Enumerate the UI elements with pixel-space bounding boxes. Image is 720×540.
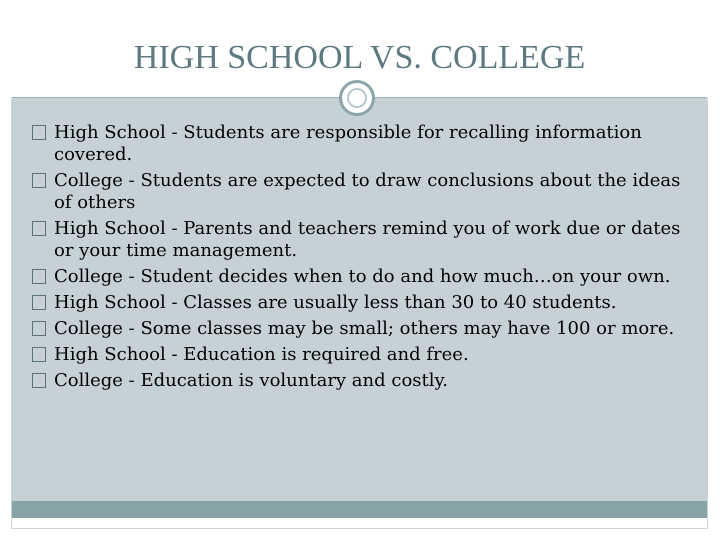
bullet-text: College - Students are expected to draw conclusions about the ideas of others — [54, 170, 681, 213]
bullet-item — [32, 266, 692, 288]
bullet-item — [32, 318, 692, 340]
hollow-square-icon — [32, 125, 46, 140]
bullet-item — [32, 218, 692, 262]
bullet-text: High School - Classes are usually less than 30 to 40 students. — [54, 292, 617, 313]
slide-title: HIGH SCHOOL VS. COLLEGE — [133, 39, 586, 76]
bullet-item — [32, 170, 692, 214]
bullet-list — [32, 122, 692, 396]
bullet-text: High School - Education is required and free. — [54, 344, 469, 365]
bullet-item — [32, 122, 692, 166]
circle-ornament-icon — [339, 80, 375, 116]
bullet-text: College - Some classes may be small; others may have 100 or more. — [54, 318, 675, 339]
bullet-item — [32, 292, 692, 314]
bullet-text: College - Student decides when to do and how much…on your own. — [54, 266, 671, 287]
bullet-item — [32, 344, 692, 366]
footer-bar — [12, 501, 707, 518]
hollow-square-icon — [32, 173, 46, 188]
bullet-text: High School - Students are responsible for recalling information covered. — [54, 122, 642, 165]
hollow-square-icon — [32, 321, 46, 336]
hollow-square-icon — [32, 295, 46, 310]
hollow-square-icon — [32, 221, 46, 236]
hollow-square-icon — [32, 347, 46, 362]
hollow-square-icon — [32, 269, 46, 284]
bullet-text: College - Education is voluntary and costly. — [54, 370, 449, 391]
hollow-square-icon — [32, 373, 46, 388]
bullet-text: High School - Parents and teachers remind you of work due or dates or your time management. — [54, 218, 681, 261]
bullet-item — [32, 370, 692, 392]
